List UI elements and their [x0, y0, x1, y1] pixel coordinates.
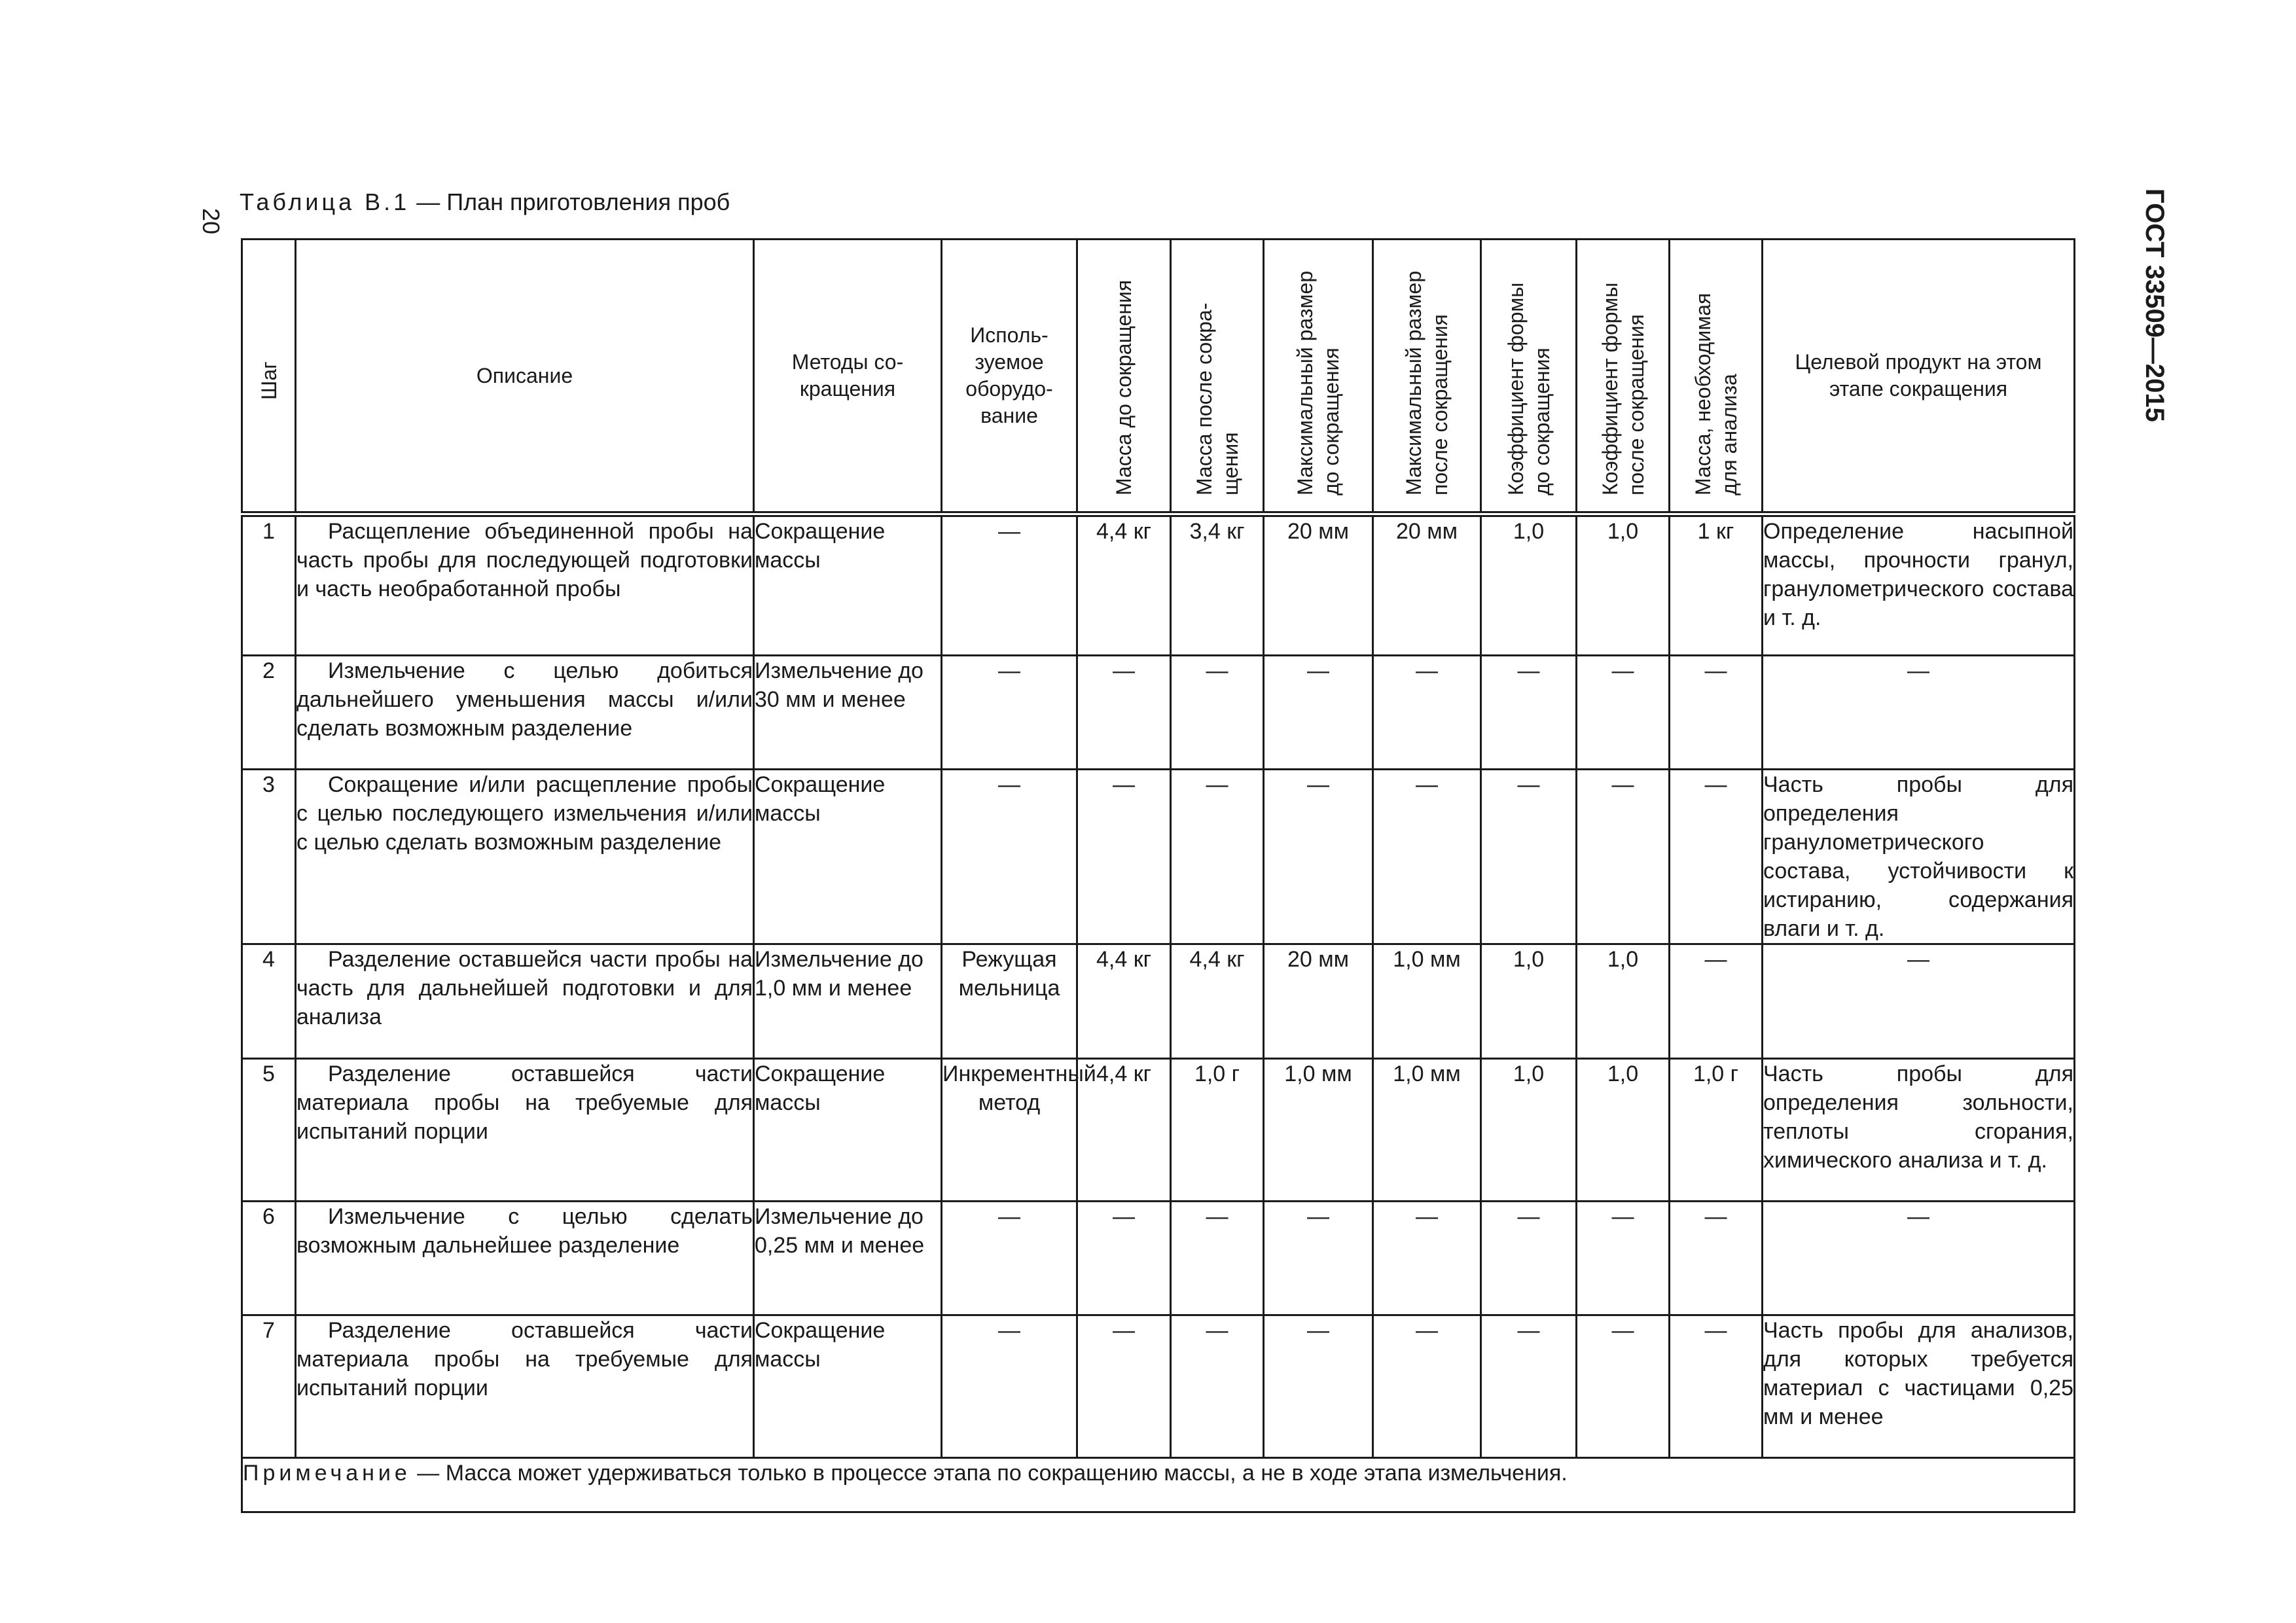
max-size-after: 1,0 мм	[1373, 1058, 1481, 1201]
mass-after: —	[1171, 1315, 1264, 1457]
step-number: 1	[242, 514, 296, 656]
shape-factor-before: —	[1481, 656, 1577, 770]
equipment: —	[942, 1315, 1077, 1457]
max-size-after: 20 мм	[1373, 514, 1481, 656]
max-size-after: —	[1373, 1201, 1481, 1315]
header-max-size-before: Максимальный размер до сокращения	[1264, 240, 1373, 514]
max-size-after: 1,0 мм	[1373, 944, 1481, 1058]
reduction-method: Сокращение массы	[754, 1058, 942, 1201]
mass-before: —	[1077, 770, 1171, 944]
step-number: 3	[242, 770, 296, 944]
step-description: Разделение оставшейся части материала пробы на требуемые для испытаний порции	[296, 1315, 754, 1457]
table-row	[242, 1315, 2075, 1457]
max-size-before: —	[1264, 770, 1373, 944]
header-description: Описание	[296, 240, 754, 514]
mass-after: —	[1171, 656, 1264, 770]
step-description: Сокращение и/или расщепление пробы с целью последующего измельчения и/или с целью сделать возможным разделение	[296, 770, 754, 944]
table-row	[242, 944, 2075, 1058]
shape-factor-after: 1,0	[1577, 1058, 1670, 1201]
max-size-after: —	[1373, 656, 1481, 770]
step-number: 7	[242, 1315, 296, 1457]
mass-before: —	[1077, 1201, 1171, 1315]
target-product: Определение насыпной массы, прочности гранул, гранулометрического состава и т. д.	[1763, 514, 2075, 656]
shape-factor-after: 1,0	[1577, 514, 1670, 656]
max-size-before: —	[1264, 1201, 1373, 1315]
max-size-before: —	[1264, 656, 1373, 770]
table-row	[242, 770, 2075, 944]
header-method: Методы со-кращения	[754, 240, 942, 514]
note-text: — Масса может удерживаться только в процессе этапа по сокращению массы, а не в ходе этапа измельчения.	[410, 1460, 1568, 1486]
step-number: 2	[242, 656, 296, 770]
header-mass-before: Масса до сокращения	[1077, 240, 1171, 514]
shape-factor-before: 1,0	[1481, 514, 1577, 656]
header-max-size-after: Максимальный размер после сокращения	[1373, 240, 1481, 514]
page-number: 20	[198, 208, 224, 235]
max-size-before: 1,0 мм	[1264, 1058, 1373, 1201]
note-label: Примечание	[243, 1460, 411, 1486]
max-size-after: —	[1373, 1315, 1481, 1457]
step-description: Измельчение с целью добиться дальнейшего уменьшения массы и/или сделать возможным разделение	[296, 656, 754, 770]
max-size-before: 20 мм	[1264, 514, 1373, 656]
max-size-after: —	[1373, 770, 1481, 944]
mass-before: 4,4 кг	[1077, 944, 1171, 1058]
shape-factor-after: —	[1577, 770, 1670, 944]
mass-after: —	[1171, 770, 1264, 944]
step-number: 6	[242, 1201, 296, 1315]
header-target-product: Целевой продукт на этом этапе сокращения	[1763, 240, 2075, 514]
reduction-method: Сокращение массы	[754, 770, 942, 944]
equipment: Режущая мельница	[942, 944, 1077, 1058]
max-size-before: —	[1264, 1315, 1373, 1457]
table-row	[242, 656, 2075, 770]
header-row	[242, 240, 2075, 514]
table-note	[242, 1457, 2075, 1512]
standard-code: ГОСТ 33509—2015	[2140, 188, 2169, 422]
mass-needed: 1 кг	[1670, 514, 1763, 656]
caption-text: — План приготовления проб	[410, 188, 730, 215]
target-product: —	[1763, 1201, 2075, 1315]
shape-factor-after: —	[1577, 656, 1670, 770]
table-caption	[240, 187, 730, 217]
mass-needed: —	[1670, 1201, 1763, 1315]
equipment: Инкрементный метод	[942, 1058, 1077, 1201]
header-shape-after: Коэффициент формы после сокращения	[1577, 240, 1670, 514]
mass-before: —	[1077, 656, 1171, 770]
shape-factor-after: 1,0	[1577, 944, 1670, 1058]
shape-factor-before: —	[1481, 770, 1577, 944]
sample-preparation-table	[241, 238, 2075, 1513]
target-product: —	[1763, 944, 2075, 1058]
header-mass-after: Масса после сокра- щения	[1171, 240, 1264, 514]
target-product: Часть пробы для определения гранулометрического состава, устойчивости к истиранию, содержания влаги и т. д.	[1763, 770, 2075, 944]
step-description: Разделение оставшейся части пробы на часть для дальнейшей подготовки и для анализа	[296, 944, 754, 1058]
mass-needed: 1,0 г	[1670, 1058, 1763, 1201]
step-number: 5	[242, 1058, 296, 1201]
equipment: —	[942, 1201, 1077, 1315]
reduction-method: Сокращение массы	[754, 1315, 942, 1457]
reduction-method: Измельчение до 0,25 мм и менее	[754, 1201, 942, 1315]
step-description: Измельчение с целью сделать возможным дальнейшее разделение	[296, 1201, 754, 1315]
mass-after: 4,4 кг	[1171, 944, 1264, 1058]
mass-needed: —	[1670, 944, 1763, 1058]
reduction-method: Измельчение до 1,0 мм и менее	[754, 944, 942, 1058]
note-row	[242, 1457, 2075, 1512]
mass-needed: —	[1670, 656, 1763, 770]
header-shape-before: Коэффициент формы до сокращения	[1481, 240, 1577, 514]
shape-factor-after: —	[1577, 1315, 1670, 1457]
mass-before: 4,4 кг	[1077, 1058, 1171, 1201]
shape-factor-after: —	[1577, 1201, 1670, 1315]
caption-label: Таблица В.1	[240, 188, 410, 215]
equipment: —	[942, 770, 1077, 944]
mass-needed: —	[1670, 1315, 1763, 1457]
mass-needed: —	[1670, 770, 1763, 944]
shape-factor-before: —	[1481, 1315, 1577, 1457]
step-description: Разделение оставшейся части материала пробы на требуемые для испытаний порции	[296, 1058, 754, 1201]
header-mass-needed: Масса, необходимая для анализа	[1670, 240, 1763, 514]
mass-after: 1,0 г	[1171, 1058, 1264, 1201]
header-step: Шаг	[242, 240, 296, 514]
shape-factor-before: 1,0	[1481, 944, 1577, 1058]
step-description: Расщепление объединенной пробы на часть пробы для последующей подготовки и часть необработанной пробы	[296, 514, 754, 656]
mass-before: 4,4 кг	[1077, 514, 1171, 656]
table-row	[242, 514, 2075, 656]
step-number: 4	[242, 944, 296, 1058]
table-row	[242, 1058, 2075, 1201]
target-product: Часть пробы для определения зольности, теплоты сгорания, химического анализа и т. д.	[1763, 1058, 2075, 1201]
equipment: —	[942, 514, 1077, 656]
target-product: —	[1763, 656, 2075, 770]
shape-factor-before: —	[1481, 1201, 1577, 1315]
mass-before: —	[1077, 1315, 1171, 1457]
equipment: —	[942, 656, 1077, 770]
target-product: Часть пробы для анализов, для которых требуется материал с частицами 0,25 мм и менее	[1763, 1315, 2075, 1457]
mass-after: —	[1171, 1201, 1264, 1315]
table-row	[242, 1201, 2075, 1315]
header-equipment: Исполь-зуемое оборудо-вание	[942, 240, 1077, 514]
max-size-before: 20 мм	[1264, 944, 1373, 1058]
reduction-method: Измельчение до 30 мм и менее	[754, 656, 942, 770]
shape-factor-before: 1,0	[1481, 1058, 1577, 1201]
mass-after: 3,4 кг	[1171, 514, 1264, 656]
reduction-method: Сокращение массы	[754, 514, 942, 656]
